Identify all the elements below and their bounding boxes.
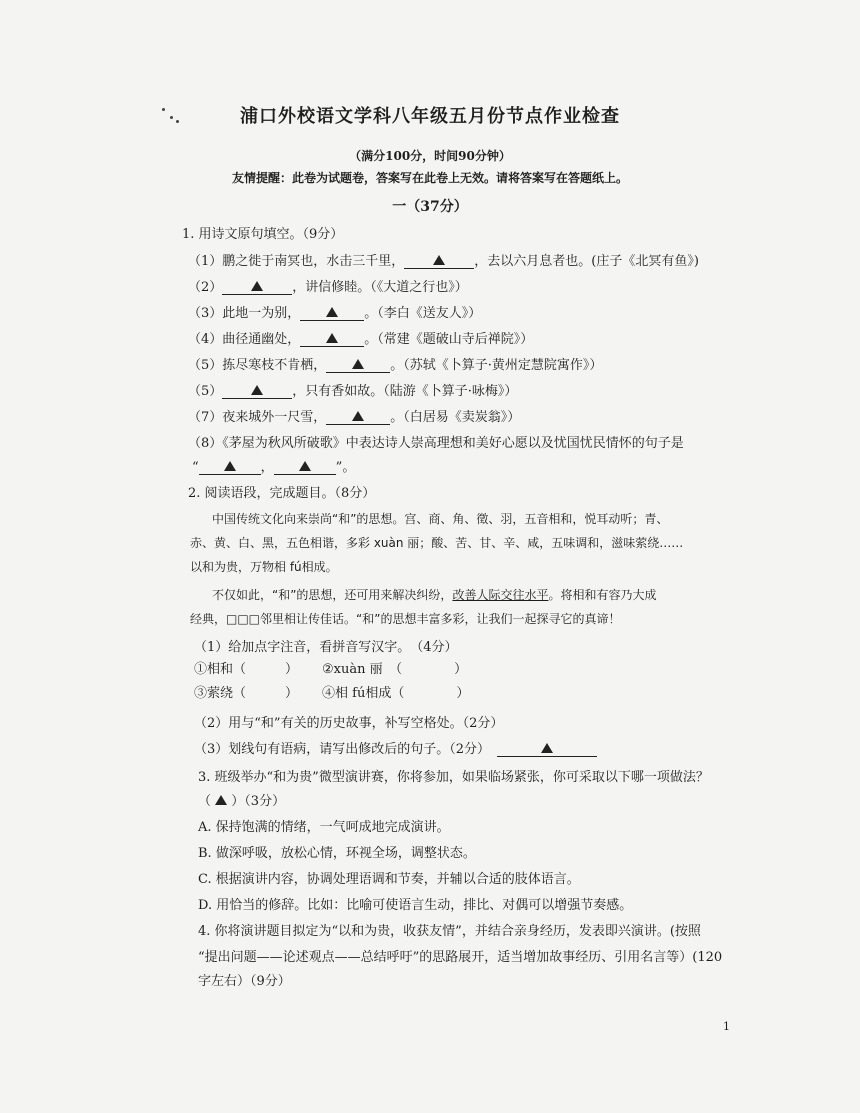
q4-line: 4. 你将演讲题目拟定为“以和为贵，收获友情”，并结合亲身经历，发表即兴演讲。(按照 [198, 924, 701, 939]
fill-blank [222, 384, 292, 399]
q3-option-d: D. 用恰当的修辞。比如：比喻可使语言生动，排比、对偶可以增强节奏感。 [198, 898, 633, 913]
q2-sub-3: （3）划线句有语病，请写出修改后的句子。（2分） [194, 738, 597, 757]
q3-stem: 3. 班级举办“和为贵”微型演讲赛，你将参加，如果临场紧张，你可采取以下哪一项做法？ [198, 770, 709, 785]
triangle-icon [251, 385, 263, 395]
q2-sub-1-item: ①相和（ ） [194, 662, 299, 677]
fill-blank [300, 332, 364, 347]
triangle-icon [326, 307, 338, 317]
underlined-sentence: 改善人际交往水平 [452, 588, 549, 602]
triangle-icon [541, 743, 553, 753]
q1-item-8: （8）《茅屋为秋风所破歌》中表达诗人崇高理想和美好心愿以及忧国忧民情怀的句子是 [188, 436, 684, 451]
q1-stem: 1. 用诗文原句填空。（9分） [182, 227, 344, 242]
q2-stem: 2. 阅读语段，完成题目。（8分） [188, 486, 376, 501]
fill-blank [274, 460, 336, 475]
q1-item-5: （5）拣尽寒枝不肯栖， 。（苏轼《卜算子·黄州定慧院寓作》） [188, 358, 603, 373]
exam-subtitle: （满分100分，时间90分钟） [349, 149, 511, 163]
q2-sub-1: （1）给加点字注音，看拼音写汉字。 （4分） [194, 640, 458, 655]
q3-option-c: C. 根据演讲内容，协调处理语调和节奏，并辅以合适的肢体语言。 [198, 872, 580, 887]
page-number: 1 [723, 1020, 730, 1033]
q4-line: “提出问题——论述观点——总结呼吁”的思路展开，适当增加故事经历、引用名言等）(120 [198, 950, 723, 965]
exam-title: 浦口外校语文学科八年级五月份节点作业检查 [240, 106, 620, 127]
q2-sub-1-item: ②xuàn 丽 （ ） [322, 662, 468, 677]
section-heading: 一（37分） [392, 199, 468, 215]
triangle-icon [251, 281, 263, 291]
q2-passage-line: 赤、黄、白、黑，五色相谐，多彩 xuàn 丽；酸、苦、甘、辛、咸，五味调和，滋味萦绕…… [190, 536, 684, 550]
q2-passage-line: 以和为贵，万物相 fú相成。 [190, 560, 338, 574]
q2-sub-1-item: ④相 fú相成（ ） [322, 686, 470, 701]
q2-passage-line: 中国传统文化向来崇尚“和”的思想。宫、商、角、徵、羽，五音相和，悦耳动听；青、 [212, 512, 669, 526]
triangle-icon [352, 411, 364, 421]
fill-blank [326, 358, 390, 373]
q1-item-1: （1）鹏之徙于南冥也，水击三千里， ，去以六月息者也。(庄子《北冥有鱼》) [188, 254, 699, 269]
triangle-icon [224, 461, 236, 471]
triangle-icon [352, 359, 364, 369]
q1-item-7: （7）夜来城外一尺雪， 。（白居易《卖炭翁》） [188, 410, 521, 425]
q1-item-2: （2） ，讲信修睦。（《大道之行也》） [188, 280, 468, 295]
q2-passage-line: 经典，□□□邻里相让传佳话。“和”的思想丰富多彩，让我们一起探寻它的真谛！ [190, 612, 621, 626]
fill-blank [404, 254, 474, 269]
exam-tip: 友情提醒：此卷为试题卷，答案写在此卷上无效。请将答案写在答题纸上。 [231, 171, 628, 185]
q3-option-b: B. 做深呼吸，放松心情，环视全场，调整状态。 [198, 846, 476, 861]
fill-blank [326, 410, 390, 425]
q3-answer-slot: （ ）（3分） [198, 794, 286, 809]
fill-blank [497, 742, 597, 757]
fill-blank [199, 460, 261, 475]
q1-item-4: （4）曲径通幽处， 。（常建《题破山寺后禅院》） [188, 332, 534, 347]
fill-blank [222, 280, 292, 295]
q2-sub-2: （2）用与“和”有关的历史故事，补写空格处。（2分） [194, 716, 504, 731]
q2-passage-line: 不仅如此，“和”的思想，还可用来解决纠纷，改善人际交往水平。将相和有容乃大成 [212, 588, 657, 602]
fill-blank [300, 306, 364, 321]
q4-line: 字左右）（9分） [198, 974, 291, 989]
triangle-icon [215, 795, 227, 805]
triangle-icon [299, 461, 311, 471]
triangle-icon [433, 255, 445, 265]
q3-option-a: A. 保持饱满的情绪，一气呵成地完成演讲。 [198, 820, 450, 835]
triangle-icon [326, 333, 338, 343]
q1-item-8-blanks: “ ， ”。 [192, 460, 356, 475]
q1-item-6: （5） ，只有香如故。（陆游《卜算子·咏梅》） [188, 384, 518, 399]
q1-item-3: （3）此地一为别， 。（李白《送友人》） [188, 306, 482, 321]
q2-sub-1-item: ③萦绕（ ） [194, 686, 299, 701]
